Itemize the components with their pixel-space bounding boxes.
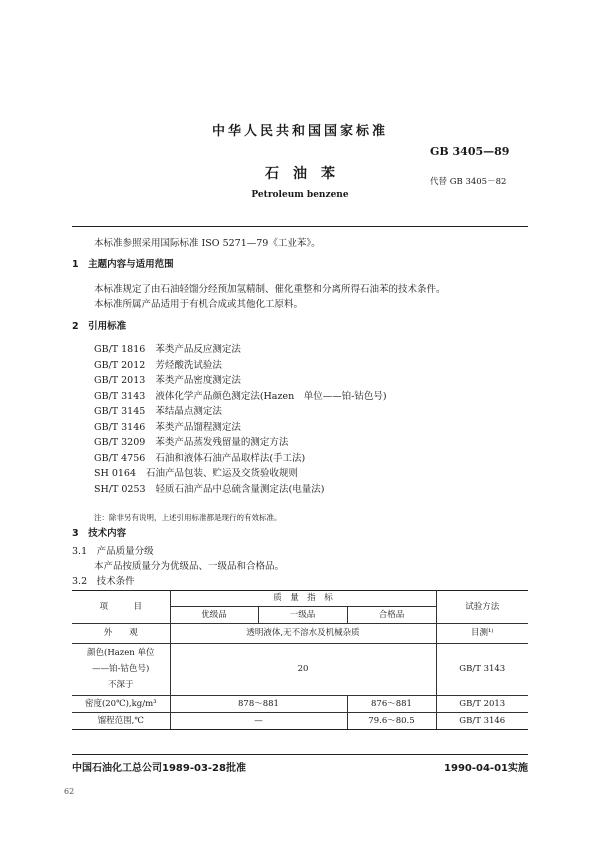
cell-value: 79.6～80.5 (347, 713, 436, 730)
cell-item: 外 观 (72, 624, 170, 644)
reference-title: 石油产品包装、贮运及交货验收规则 (146, 468, 299, 479)
reference-note: 注：除非另有说明，上述引用标准都是现行的有效标准。 (94, 513, 282, 522)
header-rule (72, 226, 528, 227)
cell-value: 20 (170, 644, 436, 696)
cell-value: 876～881 (347, 696, 436, 713)
header-quality: 质 量 指 标 (170, 591, 436, 607)
table-row (72, 713, 528, 730)
reference-title: 苯类产品蒸发残留量的测定方法 (155, 437, 289, 448)
reference-code: GB/T 3145 (94, 406, 146, 417)
reference-title: 苯类产品密度测定法 (155, 375, 241, 386)
reference-title: 苯类产品反应测定法 (155, 344, 241, 355)
cell-method: GB/T 3143 (436, 644, 528, 696)
item-line: 不深于 (107, 680, 134, 690)
table-row (72, 644, 528, 696)
item-line: ——铂-钴色号) (92, 664, 150, 674)
reference-item (94, 419, 241, 433)
section-3-1-text: 本产品按质量分为优级品、一级品和合格品。 (94, 561, 285, 572)
page-number: 62 (64, 787, 75, 796)
reference-code: GB/T 4756 (94, 452, 146, 464)
cell-method: GB/T 2013 (436, 696, 528, 713)
reference-title: 苯类产品馏程测定法 (155, 421, 241, 433)
intro-text: 本标准参照采用国际标准 ISO 5271—79《工业苯》。 (94, 238, 321, 249)
reference-title: 液体化学产品颜色测定法(Hazen 单位——铂-钴色号) (155, 390, 387, 402)
reference-item (94, 434, 288, 448)
replaces-standard: 代替 GB 3405－82 (430, 177, 507, 187)
section-3-1-heading: 3.1 产品质量分级 (72, 546, 154, 557)
standard-number: GB 3405—89 (430, 145, 510, 158)
reference-title: 苯结晶点测定法 (155, 406, 222, 417)
reference-item (94, 357, 222, 371)
reference-code: GB/T 2013 (94, 375, 146, 386)
cell-item: 密度(20℃),kg/m³ (72, 696, 170, 713)
section-1-line: 本标准规定了由石油轻馏分经预加氢精制、催化重整和分离所得石油苯的技术条件。 (94, 284, 446, 295)
section-3-2-heading: 3.2 技术条件 (72, 576, 135, 587)
reference-item (94, 341, 241, 355)
approval-date: 中国石油化工总公司1989-03-28批准 (72, 763, 246, 774)
reference-code: GB/T 2012 (94, 359, 146, 371)
cell-value: 透明液体,无不溶水及机械杂质 (170, 624, 436, 644)
reference-code: GB/T 3146 (94, 421, 146, 433)
technical-requirements-table (72, 590, 528, 730)
reference-title: 轻质石油产品中总硫含量测定法(电量法) (155, 483, 325, 495)
header-grade: 优级品 (170, 607, 258, 624)
cell-method: 目测¹⁾ (436, 624, 528, 644)
footer-rule (72, 754, 528, 755)
reference-title: 石油和液体石油产品取样法(手工法) (155, 452, 306, 464)
reference-item (94, 388, 387, 402)
cell-item (72, 644, 170, 696)
cell-value: — (170, 713, 347, 730)
title-en: Petroleum benzene (251, 190, 349, 200)
reference-code: SH/T 0253 (94, 483, 146, 495)
reference-title: 芳烃酸洗试验法 (155, 359, 222, 371)
cell-method: GB/T 3146 (436, 713, 528, 730)
table-row (72, 696, 528, 713)
reference-item (94, 450, 305, 464)
reference-item (94, 481, 324, 495)
section-1-line: 本标准所属产品适用于有机合成或其他化工原料。 (94, 299, 304, 310)
header-method: 试验方法 (436, 591, 528, 624)
title-cn: 石 油 苯 (265, 166, 335, 182)
section-1-heading: 1 主题内容与适用范围 (72, 259, 174, 270)
reference-code: SH 0164 (94, 468, 136, 479)
org-title: 中华人民共和国国家标准 (211, 124, 388, 139)
section-3-heading: 3 技术内容 (72, 528, 127, 539)
reference-item (94, 372, 241, 386)
cell-value: 878～881 (170, 696, 347, 713)
cell-item: 馏程范围,℃ (72, 713, 170, 730)
section-2-heading: 2 引用标准 (72, 321, 127, 332)
header-grade: 一级品 (258, 607, 347, 624)
reference-code: GB/T 1816 (94, 344, 146, 355)
reference-code: GB/T 3143 (94, 390, 146, 402)
item-line: 颜色(Hazen 单位 (87, 648, 155, 658)
reference-item (94, 403, 222, 417)
header-grade: 合格品 (347, 607, 436, 624)
effective-date: 1990-04-01实施 (444, 763, 528, 774)
table-row (72, 624, 528, 644)
header-item: 项 目 (72, 591, 170, 624)
reference-item (94, 465, 298, 479)
reference-code: GB/T 3209 (94, 437, 146, 448)
